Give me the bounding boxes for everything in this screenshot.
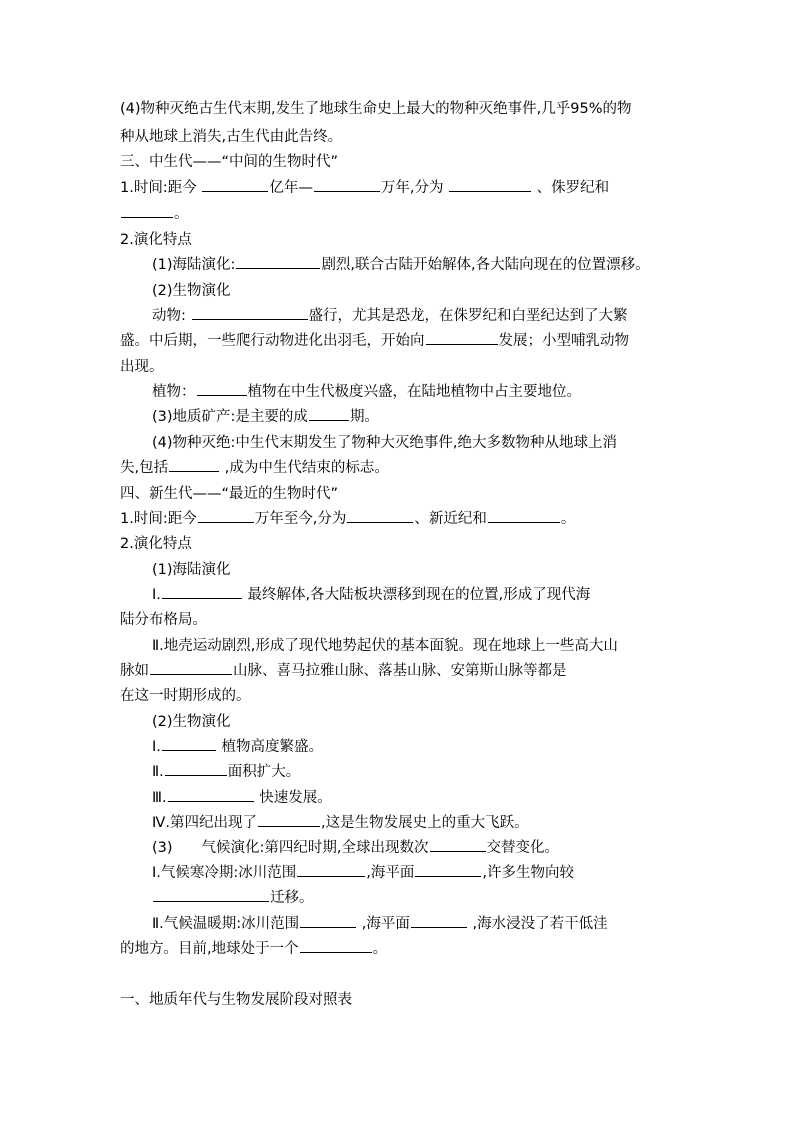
text: Ⅰ.气候寒冷期:冰川范围 <box>152 865 297 881</box>
text: ,这是生物发展史上的重大飞跃。 <box>321 815 529 831</box>
text: (4)物种灭绝古生代末期,发生了地球生命史上最大的物种灭绝事件,几乎95%的物 <box>120 101 632 117</box>
text: 1.时间:距今 <box>120 180 202 196</box>
fill-blank[interactable] <box>162 736 216 751</box>
text: 植物在中生代极度兴盛，在陆地植物中占主要地位。 <box>247 384 581 400</box>
text-line <box>0 126 794 148</box>
text: 交替变化。 <box>486 840 560 856</box>
text: Ⅲ. <box>152 790 167 806</box>
text: Ⅳ.第四纪出现了 <box>152 815 257 831</box>
text: 盛。中后期，一些爬行动物进化出羽毛，开始向 <box>120 333 425 349</box>
text-line <box>0 98 794 120</box>
fill-blank[interactable] <box>197 381 247 396</box>
text: 脉如 <box>120 663 149 679</box>
fill-blank[interactable] <box>297 862 365 877</box>
text-line <box>0 330 794 352</box>
text-line <box>0 609 794 631</box>
heading-text: 四、新生代——“最近的生物时代” <box>120 486 339 502</box>
text: 万年,分为 <box>380 180 449 196</box>
text-line <box>0 203 794 225</box>
text: ,海平面 <box>366 865 415 881</box>
text: Ⅰ. <box>152 739 161 755</box>
text-line <box>0 812 794 834</box>
text-line <box>0 711 794 733</box>
fill-blank[interactable] <box>258 812 320 827</box>
text: 的地方。目前,地球处于一个 <box>120 941 299 957</box>
text: 迁移。 <box>270 890 314 906</box>
fill-blank[interactable] <box>449 177 531 192</box>
text: 2.演化特点 <box>120 232 192 248</box>
text-line <box>0 887 794 909</box>
text: 亿年— <box>269 180 313 196</box>
text: 失,包括 <box>120 460 169 476</box>
text: 出现。 <box>120 359 164 375</box>
text: 剧烈,联合古陆开始解体,各大陆向现在的位置漂移。 <box>321 257 650 273</box>
text: (2)生物演化 <box>152 283 231 299</box>
fill-blank[interactable] <box>426 330 498 345</box>
fill-blank[interactable] <box>415 862 481 877</box>
text-line <box>0 457 794 479</box>
text-line <box>0 685 794 707</box>
text: (1)海陆演化 <box>152 562 231 578</box>
fill-blank[interactable] <box>168 787 254 802</box>
table-title <box>0 989 794 1011</box>
text-line <box>0 837 794 859</box>
text: Ⅰ. <box>152 587 161 603</box>
text: 期。 <box>349 409 379 425</box>
text-line <box>0 280 794 302</box>
text-line <box>0 761 794 783</box>
text-line <box>0 736 794 758</box>
text-line <box>0 177 794 199</box>
heading-text: 三、中生代——“中间的生物时代” <box>120 154 339 170</box>
text: (1)海陆演化: <box>152 257 236 273</box>
text: 盛行，尤其是恐龙，在侏罗纪和白垩纪达到了大繁 <box>308 308 628 324</box>
fill-blank[interactable] <box>202 177 268 192</box>
text: Ⅱ.气候温暖期:冰川范围 <box>152 916 300 932</box>
text: 发展；小型哺乳动物 <box>498 333 629 349</box>
text: 植物高度繁盛。 <box>216 739 323 755</box>
text-line <box>0 635 794 657</box>
text: 动物: <box>152 308 191 324</box>
text-line <box>0 406 794 428</box>
text-line <box>0 913 794 935</box>
fill-blank[interactable] <box>300 913 356 928</box>
fill-blank[interactable] <box>165 761 227 776</box>
text: 种从地球上消失,古生代由此告终。 <box>120 129 343 145</box>
fill-blank[interactable] <box>198 508 254 523</box>
text-line <box>0 254 794 276</box>
text-line <box>0 432 794 454</box>
text: 。 <box>560 511 576 527</box>
text: 1.时间:距今 <box>120 511 197 527</box>
text: 。 <box>174 206 189 222</box>
text-line <box>0 508 794 530</box>
text: 植物： <box>152 384 196 400</box>
section-heading <box>0 151 794 173</box>
fill-blank[interactable] <box>150 660 232 675</box>
text-line <box>0 938 794 960</box>
text: ,海水浸没了若干低洼 <box>467 916 608 932</box>
text-line <box>0 787 794 809</box>
text: 快速发展。 <box>254 790 332 806</box>
text-line <box>0 584 794 606</box>
fill-blank[interactable] <box>411 913 467 928</box>
text-line <box>0 381 794 403</box>
text: 2.演化特点 <box>120 536 192 552</box>
fill-blank[interactable] <box>430 837 486 852</box>
text: (4)物种灭绝:中生代末期发生了物种大灭绝事件,绝大多数物种从地球上消 <box>152 435 618 451</box>
fill-blank[interactable] <box>300 938 372 953</box>
text-line <box>0 660 794 682</box>
text-line <box>0 356 794 378</box>
text-line <box>0 559 794 581</box>
fill-blank[interactable] <box>162 584 242 599</box>
text: 陆分布格局。 <box>120 612 207 628</box>
text: 万年至今,分为 <box>254 511 347 527</box>
text: (3) 气候演化:第四纪时期,全球出现数次 <box>152 840 429 856</box>
fill-blank[interactable] <box>488 508 560 523</box>
fill-blank[interactable] <box>169 457 219 472</box>
fill-blank[interactable] <box>236 254 320 269</box>
text: 在这一时期形成的。 <box>120 688 251 704</box>
fill-blank[interactable] <box>153 887 269 902</box>
fill-blank[interactable] <box>121 203 173 218</box>
text: Ⅱ. <box>152 764 164 780</box>
text: 一、地质年代与生物发展阶段对照表 <box>120 992 352 1008</box>
text-line <box>0 305 794 327</box>
text-line <box>0 862 794 884</box>
fill-blank[interactable] <box>314 177 380 192</box>
text: 最终解体,各大陆板块漂移到现在的位置,形成了现代海 <box>242 587 591 603</box>
text: 。 <box>372 941 388 957</box>
text: (2)生物演化 <box>152 714 231 730</box>
fill-blank[interactable] <box>309 406 349 421</box>
text: 山脉、喜马拉雅山脉、落基山脉、安第斯山脉等都是 <box>233 663 567 679</box>
text: ,许多生物向较 <box>482 865 574 881</box>
subheading <box>0 229 794 251</box>
text: ,成为中生代结束的标志。 <box>220 460 389 476</box>
text: ,海平面 <box>357 916 410 932</box>
text: 、新近纪和 <box>414 511 487 527</box>
subheading <box>0 533 794 555</box>
text: Ⅱ.地壳运动剧烈,形成了现代地势起伏的基本面貌。现在地球上一些高大山 <box>152 638 618 654</box>
fill-blank[interactable] <box>347 508 413 523</box>
text: 、侏罗纪和 <box>532 180 610 196</box>
section-heading <box>0 483 794 505</box>
fill-blank[interactable] <box>192 305 308 320</box>
text: (3)地质矿产:是主要的成 <box>152 409 308 425</box>
text: 面积扩大。 <box>227 764 301 780</box>
